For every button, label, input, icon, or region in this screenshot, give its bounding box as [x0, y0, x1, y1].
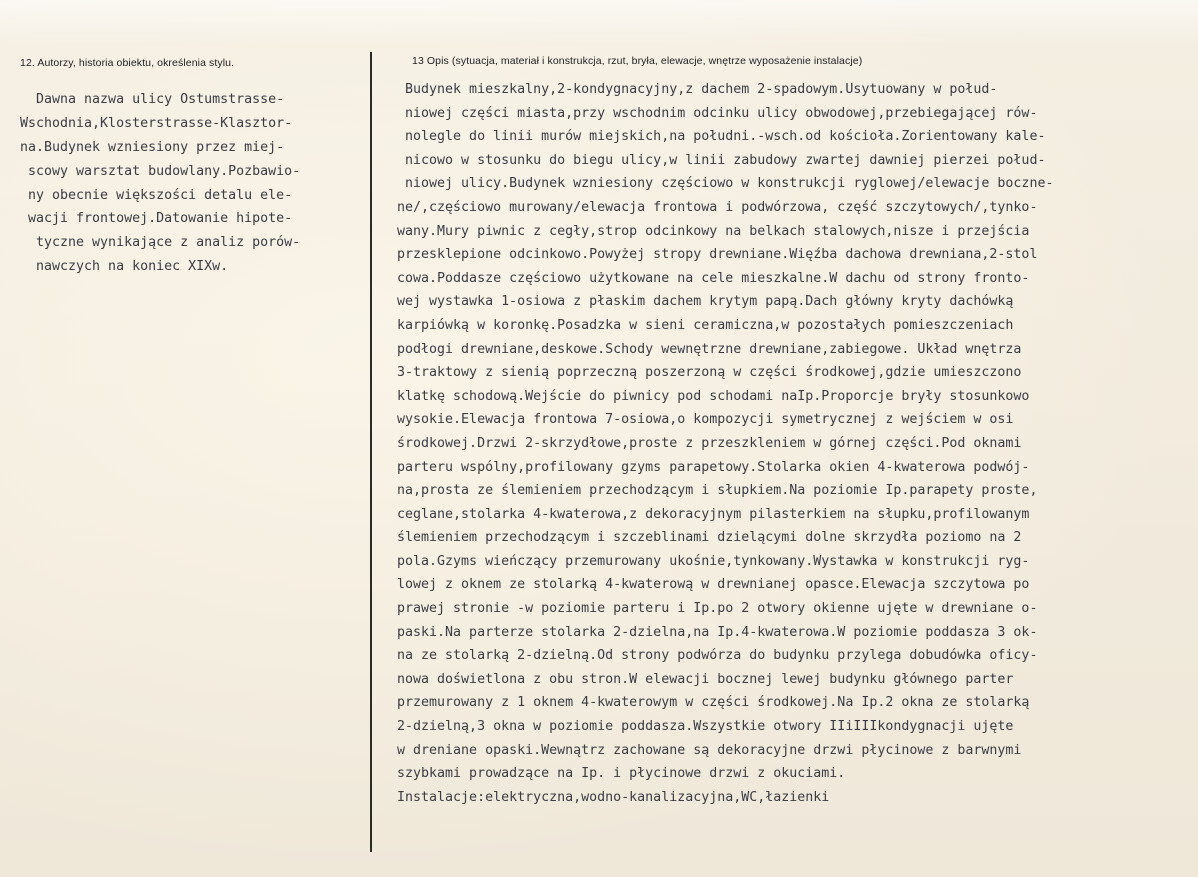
history-text-column: [20, 88, 300, 279]
description-text-line-4: nicowo w stosunku do biegu ulicy,w linii zabudowy zwartej dawniej pierzei połud-: [381, 152, 1046, 168]
history-text-line-4: scowy warsztat budowlany.Pozbawio-: [20, 163, 301, 179]
description-text-line-3: nolegle do linii murów miejskich,na południ.-wsch.od kościoła.Zorientowany kale-: [381, 129, 1046, 145]
description-text-line-19: ceglane,stolarka 4-kwaterowa,z dekoracyjnym pilasterkiem na słupku,profilowanym: [381, 506, 1030, 522]
description-text-line-13: 3-traktowy z sienią poprzeczną poszerzoną w części środkowej,gdzie umieszczono: [381, 365, 1022, 381]
description-text-line-11: karpiówką w koronkę.Posadzka w sieni ceramiczna,w pozostałych pomieszczeniach: [381, 317, 1014, 333]
history-text-line-2: Wschodnia,Klosterstrasse-Klasztor-: [20, 115, 293, 131]
section-13-header: 13 Opis (sytuacja, materiał i konstrukcja, rzut, bryła, elewacje, wnętrze wyposażenie instalacje): [412, 55, 863, 67]
description-text-line-18: na,prosta ze ślemieniem przechodzącym i słupkiem.Na poziomie Ip.parapety proste,: [381, 483, 1038, 499]
description-text-line-7: wany.Mury piwnic z cegły,strop odcinkowy na belkach stalowych,nisze i przejścia: [381, 223, 1030, 239]
description-text-line-20: ślemieniem przechodzącym i szczeblinami dzielącymi dolne skrzydła poziomo na 2: [381, 530, 1022, 546]
description-text-line-21: pola.Gzyms wieńczący przemurowany ukośnie,tynkowany.Wystawka w konstrukcji ryg-: [381, 553, 1030, 569]
description-text-line-26: nowa doświetlona z obu stron.W elewacji bocznej lewej budynku głównego parter: [381, 671, 1014, 687]
description-text-line-31: Instalacje:elektryczna,wodno-kanalizacyjna,WC,łazienki: [381, 789, 830, 805]
description-text-line-10: wej wystawka 1-osiowa z płaskim dachem krytym papą.Dach główny kryty dachówką: [381, 294, 1014, 310]
description-text-column: [381, 78, 1053, 809]
description-text-line-1: Budynek mieszkalny,2-kondygnacyjny,z dachem 2-spadowym.Usytuowany w połud-: [381, 82, 998, 97]
history-text-line-8: nawczych na koniec XIXw.: [20, 259, 229, 275]
description-text-line-25: na ze stolarką 2-dzielną.Od strony podwórza do budynku przylega dobudówka oficy-: [381, 648, 1038, 664]
column-divider: [370, 52, 372, 852]
history-text-line-5: ny obecnie większości detalu ele-: [20, 187, 293, 203]
description-text-line-9: cowa.Poddasze częściowo użytkowane na cele mieszkalne.W dachu od strony fronto-: [381, 270, 1030, 286]
history-text-line-1: Dawna nazwa ulicy Ostumstrasse-: [20, 92, 285, 107]
description-text-line-17: parteru wspólny,profilowany gzyms parapetowy.Stolarka okien 4-kwaterowa podwój-: [381, 459, 1030, 475]
description-text-line-28: 2-dzielną,3 okna w poziomie poddasza.Wszystkie otwory IIiIIIkondygnacji ujęte: [381, 719, 1014, 735]
section-12-header: 12. Autorzy, historia obiektu, określenia stylu.: [20, 57, 235, 69]
description-text-line-23: prawej stronie -w poziomie parteru i Ip.po 2 otwory okienne ujęte w drewniane o-: [381, 601, 1038, 617]
history-text-line-3: na.Budynek wzniesiony przez miej-: [20, 139, 285, 155]
description-text-line-14: klatkę schodową.Wejście do piwnicy pod schodami naIp.Proporcje bryły stosunkowo: [381, 388, 1030, 404]
description-text-line-24: paski.Na parterze stolarka 2-dzielna,na Ip.4-kwaterowa.W poziomie poddasza 3 ok-: [381, 624, 1038, 640]
description-text-line-2: niowej części miasta,przy wschodnim odcinku ulicy obwodowej,przebiegającej rów-: [381, 105, 1038, 121]
description-text-line-8: przesklepione odcinkowo.Powyżej stropy drewniane.Więźba dachowa drewniana,2-stol: [381, 247, 1038, 263]
history-text-line-7: tyczne wynikające z analiz porów-: [20, 235, 301, 251]
description-text-line-15: wysokie.Elewacja frontowa 7-osiowa,o kompozycji symetrycznej z wejściem w osi: [381, 412, 1014, 428]
description-text-line-12: podłogi drewniane,deskowe.Schody wewnętrzne drewniane,zabiegowe. Układ wnętrza: [381, 341, 1022, 357]
description-text-line-30: szybkami prowadzące na Ip. i płycinowe drzwi z okuciami.: [381, 766, 846, 782]
description-text-line-5: niowej ulicy.Budynek wzniesiony częściowo w konstrukcji ryglowej/elewacje boczne-: [381, 176, 1054, 192]
description-text-line-27: przemurowany z 1 oknem 4-kwaterowym w części środkowej.Na Ip.2 okna ze stolarką: [381, 695, 1030, 711]
description-text-line-6: ne/,częściowo murowany/elewacja frontowa i podwórzowa, część szczytowych/,tynko-: [381, 199, 1038, 215]
history-text-line-6: wacji frontowej.Datowanie hipote-: [20, 211, 293, 227]
description-text-line-29: w dreniane opaski.Wewnątrz zachowane są dekoracyjne drzwi płycinowe z barwnymi: [381, 742, 1022, 758]
description-text-line-16: środkowej.Drzwi 2-skrzydłowe,proste z przeszkleniem w górnej części.Pod oknami: [381, 435, 1022, 451]
description-text-line-22: lowej z oknem ze stolarką 4-kwaterową w drewnianej opasce.Elewacja szczytowa po: [381, 577, 1030, 593]
